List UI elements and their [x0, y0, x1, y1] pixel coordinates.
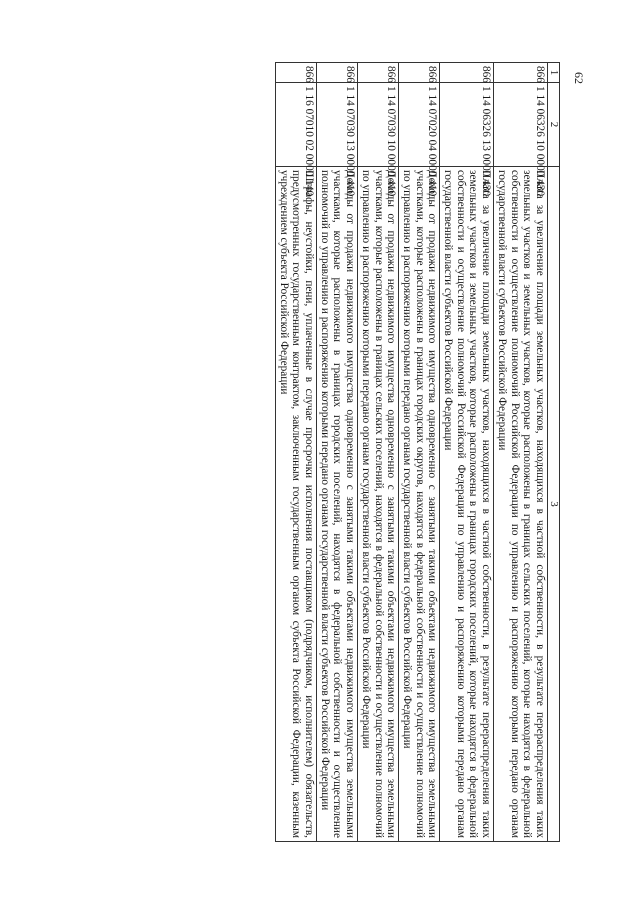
page-number: 62	[572, 72, 586, 84]
revenue-code-cell: 1 14 06326 13 0000 430	[440, 83, 494, 167]
header-col-2: 2	[548, 83, 560, 167]
revenue-description-cell: Штрафы, неустойки, пени, уплаченные в случае просрочки исполнения поставщиком (подрядчиком, исполнителем) обязательств, предусмотренных государственным контрактом, заключенным государственным органом субъекта Российской Федерации, казенным учреждением субъекта Российской Федерации	[275, 167, 316, 842]
table-row	[440, 63, 494, 842]
revenue-code-cell: 1 14 06326 10 0000 430	[494, 83, 548, 167]
table-row	[494, 63, 548, 842]
revenue-code-cell: 1 14 07030 10 0000 410	[358, 83, 399, 167]
revenue-code-cell: 1 14 07020 04 0000 410	[399, 83, 440, 167]
admin-code-cell: 866	[317, 63, 358, 83]
table-row	[358, 63, 399, 842]
table-header-row	[548, 63, 560, 842]
admin-code-cell: 866	[358, 63, 399, 83]
admin-code-cell: 866	[399, 63, 440, 83]
admin-code-cell: 866	[440, 63, 494, 83]
header-col-1: 1	[548, 63, 560, 83]
admin-code-cell: 866	[494, 63, 548, 83]
revenue-codes-table	[275, 62, 560, 842]
admin-code-cell: 866	[275, 63, 316, 83]
header-col-3: 3	[548, 167, 560, 842]
revenue-code-cell: 1 16 07010 02 0000 140	[275, 83, 316, 167]
revenue-description-cell: Доходы от продажи недвижимого имущества одновременно с занятыми такими объектами недвижимого имущества земельными участками, которые расположены в границах городских поселений, находятся в федеральной собственности и осуществление полномочий по управлению и распоряжению которыми передано органам государственной власти субъектов Российской Федерации	[317, 167, 358, 842]
revenue-description-cell: Доходы от продажи недвижимого имущества одновременно с занятыми такими объектами недвижимого имущества земельными участками, которые расположены в границах городских округов, находятся в федеральной собственности и осуществление полномочий по управлению и распоряжению которыми передано органам государственной власти субъектов Российской Федерации	[399, 167, 440, 842]
revenue-description-cell: Плата за увеличение площади земельных участков, находящихся в частной собственности, в результате перераспределения таких земельных участков и земельных участков, которые расположены в границах городских поселений, которые находятся в федеральной собственности и осуществление полномочий Российской Федерации по управлению и распоряжению которыми передано органам государственной власти субъектов Российской Федерации	[440, 167, 494, 842]
revenue-code-cell: 1 14 07030 13 0000 410	[317, 83, 358, 167]
table-row	[317, 63, 358, 842]
rotated-table-container	[90, 62, 560, 842]
revenue-description-cell: Доходы от продажи недвижимого имущества одновременно с занятыми такими объектами недвижимого имущества земельными участками, которые расположены в границах сельских поселений, находятся в федеральной собственности и осуществление полномочий по управлению и распоряжению которыми передано органам государственной власти субъектов Российской Федерации	[358, 167, 399, 842]
table-row	[399, 63, 440, 842]
table-row	[275, 63, 316, 842]
revenue-description-cell: Плата за увеличение площади земельных участков, находящихся в частной собственности, в результате перераспределения таких земельных участков и земельных участков, которые расположены в границах сельских поселений, которые находятся в федеральной собственности и осуществление полномочий Российской Федерации по управлению и распоряжению которыми передано органам государственной власти субъектов Российской Федерации	[494, 167, 548, 842]
